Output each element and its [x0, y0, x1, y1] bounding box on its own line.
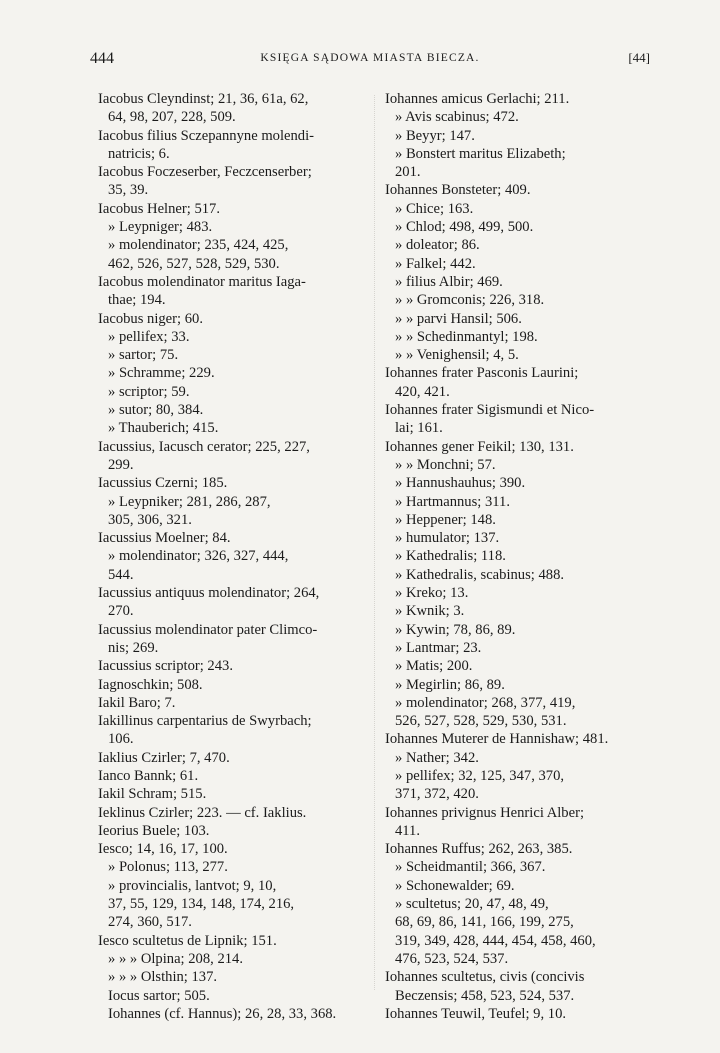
index-entry-line: Iocus sartor; 505. — [108, 987, 210, 1004]
index-entry-line: » Kathedralis; 118. — [395, 548, 506, 565]
index-entry-line: Iohannes scultetus, civis (concivis — [385, 969, 585, 986]
index-entry-line: 106. — [108, 731, 134, 748]
index-entry-line: » scriptor; 59. — [108, 383, 190, 400]
index-entry-line: 299. — [108, 456, 134, 473]
index-entry-line: » Thauberich; 415. — [108, 420, 219, 437]
index-entry-line: 35, 39. — [108, 182, 149, 199]
index-entry-line: Ianco Bannk; 61. — [98, 767, 199, 784]
index-entry-line: » Beyyr; 147. — [395, 127, 475, 144]
index-entry-line: » sutor; 80, 384. — [108, 402, 204, 419]
index-entry-line: » » » Olpina; 208, 214. — [108, 950, 243, 967]
index-entry-line: Iacussius molendinator pater Climco- — [98, 621, 318, 638]
index-entry-line: Iacussius antiquus molendinator; 264, — [98, 585, 320, 602]
index-entry-line: 462, 526, 527, 528, 529, 530. — [108, 255, 280, 272]
index-entry-line: 476, 523, 524, 537. — [395, 950, 509, 967]
index-column-left — [98, 90, 372, 1023]
index-entry-line: » Megirlin; 86, 89. — [395, 676, 505, 693]
index-entry-line: » Hannushauhus; 390. — [395, 475, 526, 492]
index-entry-line: » molendinator; 235, 424, 425, — [108, 237, 289, 254]
index-entry-line: 420, 421. — [395, 383, 450, 400]
index-entry-line: 270. — [108, 603, 134, 620]
index-entry-line: » Lantmar; 23. — [395, 639, 482, 656]
index-entry-line: 68, 69, 86, 141, 166, 199, 275, — [395, 914, 574, 931]
index-entry-line: » Kathedralis, scabinus; 488. — [395, 566, 565, 583]
index-entry-line: Iacobus Cleyndinst; 21, 36, 61a, 62, — [98, 91, 309, 107]
running-title: KSIĘGA SĄDOWA MIASTA BIECZA. — [260, 52, 480, 64]
index-entry-line: » Leypniger; 483. — [108, 219, 213, 236]
index-entry-line: » Leypniker; 281, 286, 287, — [108, 493, 271, 510]
index-entry-line: » Nather; 342. — [395, 749, 479, 766]
index-entry-line: Iohannes privignus Henrici Alber; — [385, 804, 584, 821]
index-entry-line: Beczensis; 458, 523, 524, 537. — [395, 987, 575, 1004]
index-entry-line: 274, 360, 517. — [108, 914, 192, 931]
index-entry-line: thae; 194. — [108, 292, 166, 309]
index-entry-line: Iacobus Helner; 517. — [98, 200, 220, 217]
index-entry-line: Iohannes amicus Gerlachi; 211. — [385, 91, 570, 107]
index-entry-line: 319, 349, 428, 444, 454, 458, 460, — [395, 932, 596, 949]
index-entry-line: Iacobus molendinator maritus Iaga- — [98, 273, 306, 290]
index-entry-line: » Falkel; 442. — [395, 255, 476, 272]
index-entry-line: Iohannes gener Feikil; 130, 131. — [385, 438, 574, 455]
index-entry-line: » Avis scabinus; 472. — [395, 109, 519, 126]
index-entry-line: 64, 98, 207, 228, 509. — [108, 109, 236, 126]
index-entry-line: Iohannes frater Pasconis Laurini; — [385, 365, 579, 382]
page-header — [90, 50, 650, 72]
index-entry-line: 305, 306, 321. — [108, 511, 192, 528]
index-entry-line: Iakillinus carpentarius de Swyrbach; — [98, 713, 312, 730]
index-entry-line: » Bonstert maritus Elizabeth; — [395, 145, 566, 162]
index-entry-line: » Kwnik; 3. — [395, 603, 465, 620]
index-entry-line: natricis; 6. — [108, 145, 170, 162]
index-entry-line: lai; 161. — [395, 420, 443, 437]
index-entry-line: Iakil Schram; 515. — [98, 786, 207, 803]
index-column-right — [385, 90, 665, 1023]
index-entry-line: Iagnoschkin; 508. — [98, 676, 203, 693]
index-entry-line: » Scheidmantil; 366, 367. — [395, 859, 546, 876]
index-entry-line: » filius Albir; 469. — [395, 273, 503, 290]
index-entry-line: 201. — [395, 164, 421, 181]
index-entry-line: Iesco; 14, 16, 17, 100. — [98, 841, 228, 858]
index-entry-line: Iesco scultetus de Lipnik; 151. — [98, 932, 277, 949]
page-number: 444 — [90, 50, 114, 67]
index-entry-line: Iacussius, Iacusch cerator; 225, 227, — [98, 438, 310, 455]
column-divider — [374, 95, 375, 990]
index-entry-line: » humulator; 137. — [395, 530, 500, 547]
index-entry-line: » Kywin; 78, 86, 89. — [395, 621, 516, 638]
index-entry-line: » Matis; 200. — [395, 658, 473, 675]
index-entry-line: 371, 372, 420. — [395, 786, 479, 803]
index-entry-line: Iohannes (cf. Hannus); 26, 28, 33, 368. — [108, 1005, 337, 1022]
index-entry-line: Iohannes Teuwil, Teufel; 9, 10. — [385, 1005, 567, 1022]
index-entry-line: 411. — [395, 822, 420, 839]
index-entry-line: » Heppener; 148. — [395, 511, 496, 528]
index-entry-line: » molendinator; 268, 377, 419, — [395, 694, 576, 711]
index-entry-line: Ieorius Buele; 103. — [98, 822, 210, 839]
index-entry-line: Iacussius scriptor; 243. — [98, 658, 233, 675]
index-entry-line: » Kreko; 13. — [395, 585, 469, 602]
index-entry-line: » pellifex; 33. — [108, 328, 190, 345]
index-entry-line: » scultetus; 20, 47, 48, 49, — [395, 896, 549, 913]
index-entry-line: » Polonus; 113, 277. — [108, 859, 228, 876]
index-entry-line: Iacussius Czerni; 185. — [98, 475, 228, 492]
index-entry-line: 544. — [108, 566, 134, 583]
index-entry-line: » Chlod; 498, 499, 500. — [395, 219, 534, 236]
index-entry-line: » molendinator; 326, 327, 444, — [108, 548, 289, 565]
index-entry-line: » » parvi Hansil; 506. — [395, 310, 522, 327]
index-entry-line: Ieklinus Czirler; 223. — cf. Iaklius. — [98, 804, 307, 821]
index-entry-line: » sartor; 75. — [108, 347, 179, 364]
index-entry-line: Iohannes Muterer de Hannishaw; 481. — [385, 731, 609, 748]
index-entry-line: 37, 55, 129, 134, 148, 174, 216, — [108, 896, 295, 913]
index-entry-line: » provincialis, lantvot; 9, 10, — [108, 877, 277, 894]
index-entry-line: Iacobus niger; 60. — [98, 310, 203, 327]
index-entry-line: » pellifex; 32, 125, 347, 370, — [395, 767, 565, 784]
index-entry-line: Iohannes Bonsteter; 409. — [385, 182, 531, 199]
index-entry-line: » » Gromconis; 226, 318. — [395, 292, 545, 309]
index-entry-line: » Chice; 163. — [395, 200, 474, 217]
index-entry-line: » » Monchni; 57. — [395, 456, 496, 473]
index-entry-line: » » Venighensil; 4, 5. — [395, 347, 519, 364]
index-entry-line: » Schonewalder; 69. — [395, 877, 515, 894]
index-entry-line: » doleator; 86. — [395, 237, 480, 254]
section-number: [44] — [628, 50, 650, 65]
index-entry-line: Iakil Baro; 7. — [98, 694, 176, 711]
index-entry-line: Iacobus filius Sczepannyne molendi- — [98, 127, 315, 144]
index-entry-line: Iacussius Moelner; 84. — [98, 530, 231, 547]
index-entry-line: » Schramme; 229. — [108, 365, 215, 382]
index-entry-line: Iacobus Foczeserber, Feczcenserber; — [98, 164, 312, 181]
index-entry-line: » » Schedinmantyl; 198. — [395, 328, 538, 345]
index-entry-line: 526, 527, 528, 529, 530, 531. — [395, 713, 567, 730]
index-entry-line: Iohannes Ruffus; 262, 263, 385. — [385, 841, 573, 858]
index-entry-line: Iaklius Czirler; 7, 470. — [98, 749, 230, 766]
index-entry-line: Iohannes frater Sigismundi et Nico- — [385, 402, 595, 419]
index-entry-line: » Hartmannus; 311. — [395, 493, 510, 510]
index-entry-line: » » » Olsthin; 137. — [108, 969, 218, 986]
index-entry-line: nis; 269. — [108, 639, 159, 656]
